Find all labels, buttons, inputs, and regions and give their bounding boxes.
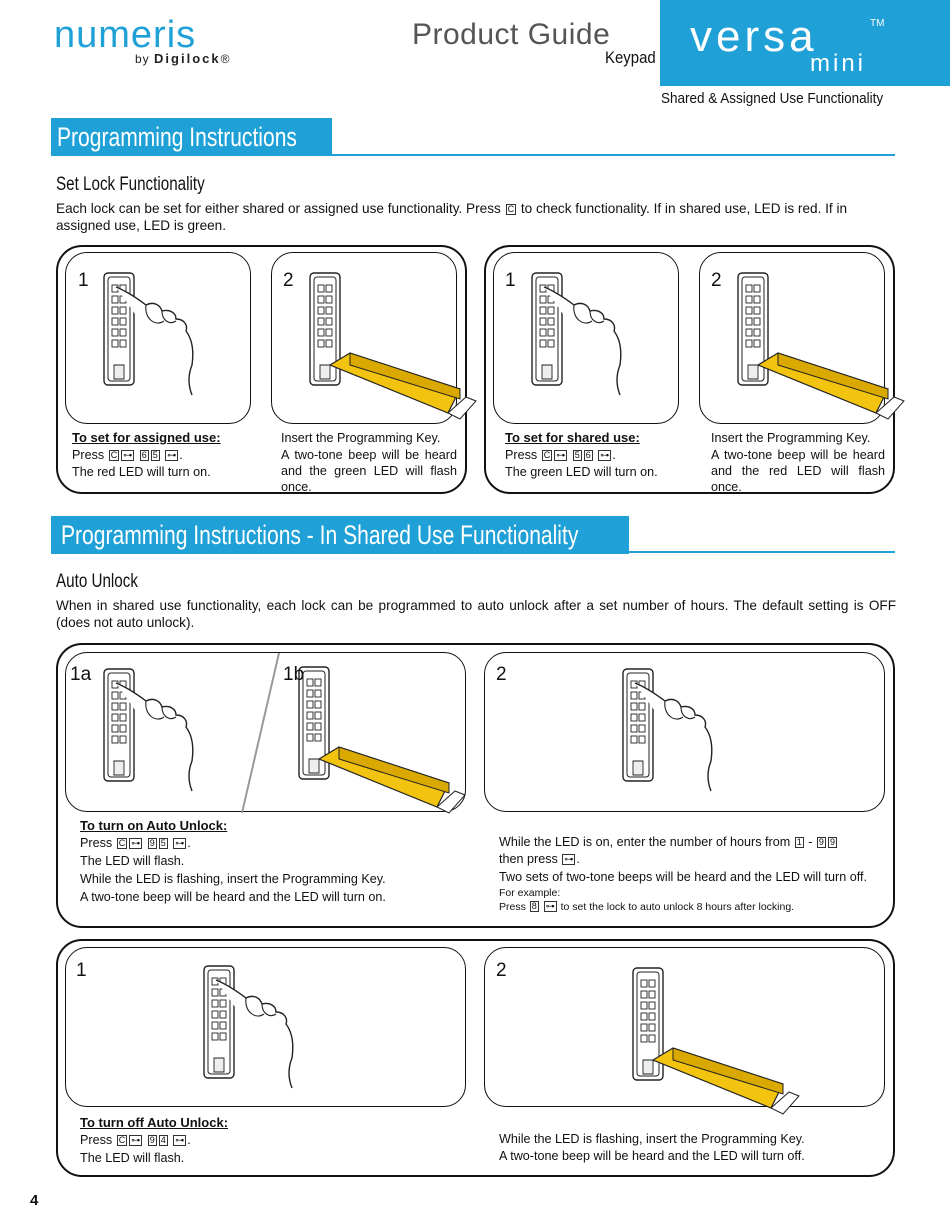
section-rule: [629, 551, 895, 553]
step-number: 1: [76, 960, 87, 981]
product-name: versa: [690, 12, 818, 61]
page-number: 4: [30, 1192, 39, 1209]
step-1-illustration: [65, 252, 251, 424]
step-2-illustration: [484, 652, 885, 812]
step-number: 2: [496, 664, 507, 685]
keypad-press-illustration: [66, 948, 467, 1108]
caption-title: To turn off Auto Unlock:: [80, 1115, 229, 1130]
keypad-press-illustration: [485, 653, 886, 813]
section-title: Programming Instructions: [57, 122, 297, 152]
page-title: Product Guide: [412, 18, 611, 51]
product-variant: mini: [810, 50, 867, 77]
section-intro: Each lock can be set for either shared or assigned use functionality. Press C to check functionality. If in shared use, LED is red. If in assigned use, LED is green.: [56, 201, 848, 233]
step-number: 1: [505, 270, 516, 291]
step-1-caption: To turn off Auto Unlock: Press C ⊶ 9 4 ⊶ . The LED will flash.: [80, 1115, 470, 1167]
step-2-caption: Insert the Programming Key. A two-tone beep will be heard and the red LED will flash once.: [711, 431, 885, 494]
caption-title: To set for assigned use:: [72, 430, 221, 445]
programming-key-illustration: [700, 253, 886, 425]
key-sequence: Press C ⊶ 9 4 ⊶ .: [80, 1133, 191, 1147]
caption-title: To set for shared use:: [505, 430, 640, 445]
key-sequence: Press C ⊶ 9 5 ⊶ .: [80, 836, 191, 850]
step-2-caption: While the LED is flashing, insert the Programming Key. A two-tone beep will be heard and the LED will turn off.: [499, 1132, 805, 1163]
trademark-mark: TM: [870, 18, 885, 29]
section-title: Programming Instructions - In Shared Use Functionality: [61, 520, 579, 550]
digilock-logo: [135, 51, 230, 66]
section-heading: Auto Unlock: [56, 571, 138, 592]
key-c-icon: C: [507, 204, 515, 214]
product-banner: [660, 0, 950, 86]
section-heading: Set Lock Functionality: [56, 174, 205, 195]
page-subtitle: Keypad: [605, 48, 656, 67]
step-1-illustration: [493, 252, 679, 424]
step-number: 1a: [70, 664, 92, 685]
step-1-caption: [72, 430, 257, 481]
step-1-illustration: [65, 652, 466, 812]
step-2-caption: Insert the Programming Key. A two-tone beep will be heard and the green LED will flash once.: [281, 431, 457, 494]
section-rule: [332, 154, 895, 156]
step-number: 2: [496, 960, 507, 981]
programming-key-illustration: [485, 948, 886, 1108]
logo-by-text: by: [135, 52, 150, 66]
step-1-caption: [505, 430, 690, 481]
step-1-caption: To turn on Auto Unlock: Press C ⊶ 9 5 ⊶ . The LED will flash. While the LED is flashing, insert the Programming Key. A two-tone beep will be heard and the LED will turn on.: [80, 818, 470, 906]
logo-brand-text: Digilock: [154, 51, 221, 66]
key-sequence: Press C ⊶ 5 6 ⊶ .: [505, 448, 616, 462]
step-1-illustration: [65, 947, 466, 1107]
programming-key-illustration: [272, 253, 458, 425]
step-2-caption: While the LED is on, enter the number of hours from 1 - 9 9 then press ⊶ . Two sets of two-tone beeps will be heard and the LED will turn off. For example: Press 8 ⊶ to set the lock to auto unlock 8 hours after locking.: [499, 835, 867, 913]
step-number: 2: [711, 270, 722, 291]
key-sequence: Press C ⊶ 6 5 ⊶ .: [72, 448, 183, 462]
step-number: 1b: [283, 664, 305, 685]
step-2-illustration: [699, 252, 885, 424]
product-tagline: Shared & Assigned Use Functionality: [661, 90, 884, 107]
caption-title: To turn on Auto Unlock:: [80, 818, 228, 833]
section-title-bar: [51, 516, 629, 554]
section-title-bar: [51, 118, 332, 156]
numeris-logo: numeris: [54, 14, 197, 56]
step-number: 1: [78, 270, 89, 291]
split-illustration: [66, 653, 467, 813]
logo-registered-mark: ®: [220, 52, 231, 66]
keypad-press-illustration: [66, 253, 252, 425]
caption-line: The red LED will turn on.: [72, 465, 211, 479]
step-2-illustration: [271, 252, 457, 424]
section-intro: When in shared use functionality, each lock can be programmed to auto unlock after a set number of hours. The default setting is OFF (does not auto unlock).: [56, 598, 896, 630]
step-number: 2: [283, 270, 294, 291]
caption-line: The green LED will turn on.: [505, 465, 658, 479]
step-2-illustration: [484, 947, 885, 1107]
keypad-press-illustration: [494, 253, 680, 425]
